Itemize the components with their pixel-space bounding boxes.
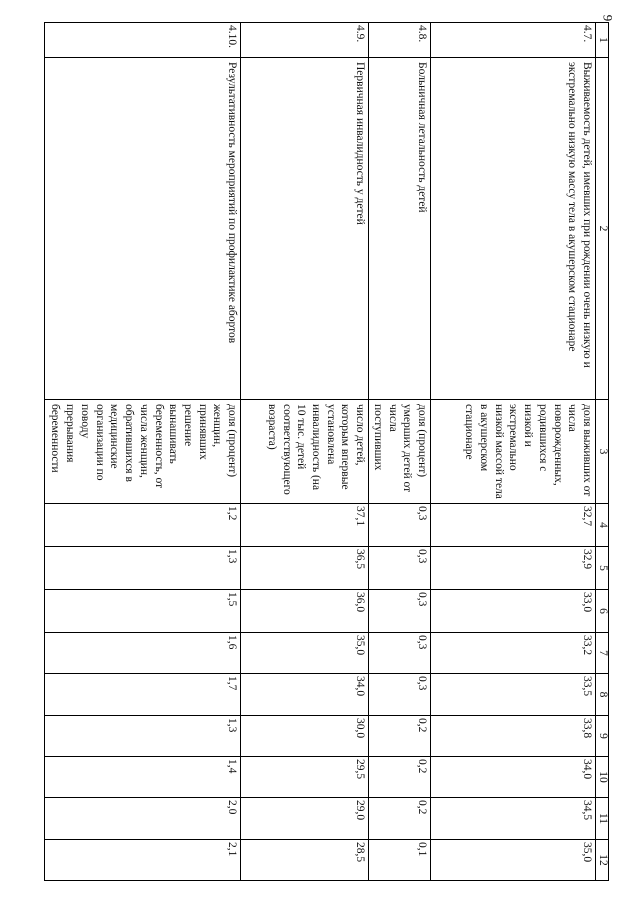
- row-number: 4.7.: [431, 23, 596, 58]
- header-cell: 11: [596, 798, 609, 840]
- header-cell: 7: [596, 633, 609, 674]
- value-cell: 33,8: [431, 716, 596, 757]
- header-cell: 8: [596, 674, 609, 716]
- value-cell: 36,0: [241, 590, 369, 633]
- table-row: [241, 23, 369, 881]
- table-row: [369, 23, 431, 881]
- value-cell: 29,5: [241, 757, 369, 798]
- value-cell: 34,0: [431, 757, 596, 798]
- value-cell: 33,0: [431, 590, 596, 633]
- value-cell: 32,9: [431, 547, 596, 590]
- value-cell: 33,2: [431, 633, 596, 674]
- row-number: 4.9.: [241, 23, 369, 58]
- value-cell: 1,4: [45, 757, 241, 798]
- indicator-name: Больничная летальность детей: [369, 58, 431, 400]
- value-cell: 0,3: [369, 504, 431, 547]
- value-cell: 0,2: [369, 757, 431, 798]
- value-cell: 1,3: [45, 547, 241, 590]
- value-cell: 30,0: [241, 716, 369, 757]
- indicator-unit: число детей, которым впервые установлена инвалидность (на 10 тыс. детей соответствующего возраста): [241, 400, 369, 504]
- value-cell: 32,7: [431, 504, 596, 547]
- indicator-name: Первичная инвалидность у детей: [241, 58, 369, 400]
- header-cell: 6: [596, 590, 609, 633]
- value-cell: 2,1: [45, 840, 241, 881]
- header-row: [596, 23, 609, 881]
- header-cell: 4: [596, 504, 609, 547]
- value-cell: 1,2: [45, 504, 241, 547]
- table-row: [45, 23, 241, 881]
- indicator-name: Выживаемость детей, имевших при рождении очень низкую и экстремально низкую массу тела в акушерском стационаре: [431, 58, 596, 400]
- value-cell: 1,6: [45, 633, 241, 674]
- header-cell: 5: [596, 547, 609, 590]
- header-cell: 2: [596, 58, 609, 400]
- value-cell: 36,5: [241, 547, 369, 590]
- table-row: [431, 23, 596, 881]
- value-cell: 1,7: [45, 674, 241, 716]
- header-cell: 1: [596, 23, 609, 58]
- value-cell: 33,5: [431, 674, 596, 716]
- value-cell: 34,5: [431, 798, 596, 840]
- indicator-unit: доля (процент) умерших детей от числа поступивших: [369, 400, 431, 504]
- indicator-unit: доля (процент) женщин, принявших решение вынашивать беременность, от числа женщин, обратившихся в медицинские организации по поводу прерывания беременности: [45, 400, 241, 504]
- page-number: 9: [600, 14, 616, 22]
- value-cell: 1,5: [45, 590, 241, 633]
- value-cell: 35,0: [431, 840, 596, 881]
- header-cell: 10: [596, 757, 609, 798]
- header-cell: 12: [596, 840, 609, 881]
- value-cell: 28,5: [241, 840, 369, 881]
- value-cell: 0,3: [369, 547, 431, 590]
- value-cell: 37,1: [241, 504, 369, 547]
- value-cell: 0,3: [369, 674, 431, 716]
- value-cell: 0,2: [369, 798, 431, 840]
- header-cell: 3: [596, 400, 609, 504]
- value-cell: 35,0: [241, 633, 369, 674]
- row-number: 4.10.: [45, 23, 241, 58]
- indicator-unit: доля выживших от числа новорожденных, родившихся с низкой и экстремально низкой массой тела в акушерском стационаре: [431, 400, 596, 504]
- indicators-table: [44, 22, 609, 881]
- value-cell: 0,3: [369, 590, 431, 633]
- row-number: 4.8.: [369, 23, 431, 58]
- value-cell: 0,2: [369, 716, 431, 757]
- indicator-name: Результативность мероприятий по профилактике абортов: [45, 58, 241, 400]
- value-cell: 34,0: [241, 674, 369, 716]
- rotated-table-container: [44, 22, 609, 880]
- value-cell: 0,1: [369, 840, 431, 881]
- header-cell: 9: [596, 716, 609, 757]
- value-cell: 2,0: [45, 798, 241, 840]
- value-cell: 0,3: [369, 633, 431, 674]
- value-cell: 29,0: [241, 798, 369, 840]
- value-cell: 1,3: [45, 716, 241, 757]
